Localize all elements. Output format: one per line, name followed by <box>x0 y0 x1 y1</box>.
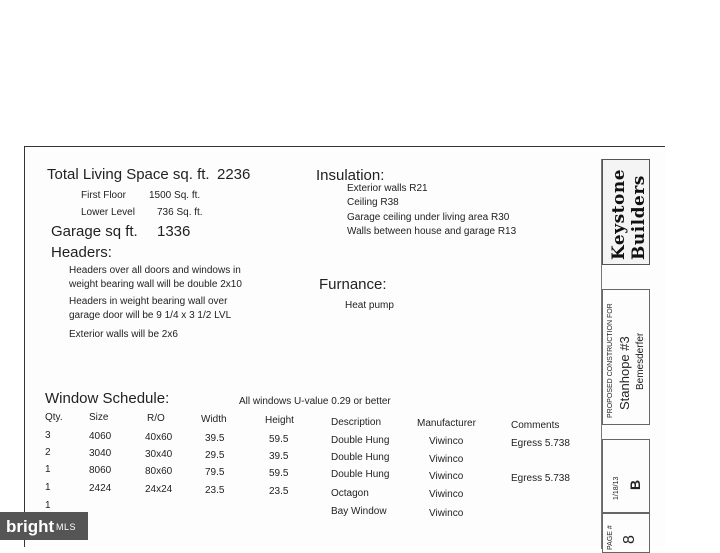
bright-mls-watermark <box>0 512 88 540</box>
table-cell: 59.5 <box>269 434 289 445</box>
page-number: 8 <box>621 535 638 544</box>
headers-line: weight bearing wall will be double 2x10 <box>69 279 242 290</box>
table-cell: Viwinco <box>429 454 464 465</box>
table-cell: 23.5 <box>269 486 289 497</box>
keystone-builders-logo <box>602 159 650 265</box>
plan-sheet <box>24 146 665 550</box>
headers-title: Headers: <box>51 244 112 261</box>
headers-line: Exterior walls will be 2x6 <box>69 329 178 340</box>
lower-level-label: Lower Level <box>81 207 135 218</box>
col-header-width: Width <box>201 414 227 425</box>
table-cell: 2 <box>45 447 51 458</box>
table-cell: 80x60 <box>145 466 173 477</box>
col-header-qty: Qty. <box>45 412 63 423</box>
page-label: PAGE # <box>607 525 614 550</box>
table-cell: 1 <box>45 464 51 475</box>
table-cell: 39.5 <box>269 451 289 462</box>
table-cell: 1 <box>45 482 51 493</box>
project-name: Stanhope #3 <box>617 336 632 410</box>
client-name: Bemesderfer <box>635 332 646 390</box>
title-block <box>601 159 650 549</box>
living-space-label: Total Living Space sq. ft. <box>47 166 210 183</box>
headers-line: Headers over all doors and windows in <box>69 265 241 276</box>
headers-line: Headers in weight bearing wall over <box>69 296 228 307</box>
table-cell: 23.5 <box>205 485 225 496</box>
date-value: 1/18/13 <box>613 476 620 500</box>
page-cell <box>602 513 650 553</box>
table-cell: Viwinco <box>429 436 464 447</box>
date-sheet-cell <box>602 439 650 513</box>
logo-text-builders: Builders <box>629 175 649 260</box>
logo-text-keystone: Keystone <box>609 168 629 260</box>
furnace-title: Furnance: <box>319 276 387 293</box>
table-cell: Egress 5.738 <box>511 438 570 449</box>
table-cell: Octagon <box>331 488 369 499</box>
insulation-item: Ceiling R38 <box>347 197 399 208</box>
project-cell <box>602 289 650 425</box>
col-header-height: Height <box>265 415 294 426</box>
table-cell: Double Hung <box>331 452 390 463</box>
garage-label: Garage sq ft. <box>51 223 138 240</box>
table-cell: 39.5 <box>205 433 225 444</box>
table-cell: 29.5 <box>205 450 225 461</box>
window-schedule-title: Window Schedule: <box>45 390 170 407</box>
insulation-item: Garage ceiling under living area R30 <box>347 212 510 223</box>
lower-level-value: 736 Sq. ft. <box>157 207 203 218</box>
table-cell: Viwinco <box>429 471 464 482</box>
living-space-value: 2236 <box>217 166 251 183</box>
insulation-item: Walls between house and garage R13 <box>347 226 517 237</box>
table-cell: Double Hung <box>331 435 390 446</box>
table-cell: Double Hung <box>331 469 390 480</box>
table-cell: 24x24 <box>145 484 173 495</box>
insulation-title: Insulation: <box>316 167 385 184</box>
insulation-item: Exterior walls R21 <box>347 183 428 194</box>
first-floor-label: First Floor <box>81 190 126 201</box>
table-cell: 8060 <box>89 465 112 476</box>
table-cell: 59.5 <box>269 468 289 479</box>
col-header-manufacturer: Manufacturer <box>417 418 476 429</box>
col-header-description: Description <box>331 417 382 428</box>
table-cell: Egress 5.738 <box>511 473 570 484</box>
window-uvalue-note: All windows U-value 0.29 or better <box>239 396 391 407</box>
proposed-construction-label: PROPOSED CONSTRUCTION FOR <box>607 303 614 418</box>
table-cell: 3 <box>45 430 51 441</box>
col-header-ro: R/O <box>147 413 165 424</box>
col-header-size: Size <box>89 412 109 423</box>
table-cell: 30x40 <box>145 449 173 460</box>
table-cell: Viwinco <box>429 508 464 519</box>
table-cell: 4060 <box>89 431 112 442</box>
table-cell: 40x60 <box>145 432 173 443</box>
sheet-letter: B <box>627 479 643 490</box>
garage-value: 1336 <box>157 223 191 240</box>
headers-line: garage door will be 9 1/4 x 3 1/2 LVL <box>69 310 232 321</box>
table-cell: 1 <box>45 500 51 511</box>
table-cell: Viwinco <box>429 489 464 500</box>
table-cell: 2424 <box>89 483 112 494</box>
furnace-value: Heat pump <box>345 300 394 311</box>
table-cell: 79.5 <box>205 467 225 478</box>
table-cell: 3040 <box>89 448 112 459</box>
watermark-suffix: MLS <box>56 522 77 532</box>
first-floor-value: 1500 Sq. ft. <box>149 190 201 201</box>
watermark-brand: bright <box>6 517 55 536</box>
col-header-comments: Comments <box>511 420 560 431</box>
table-cell: Bay Window <box>331 506 387 517</box>
